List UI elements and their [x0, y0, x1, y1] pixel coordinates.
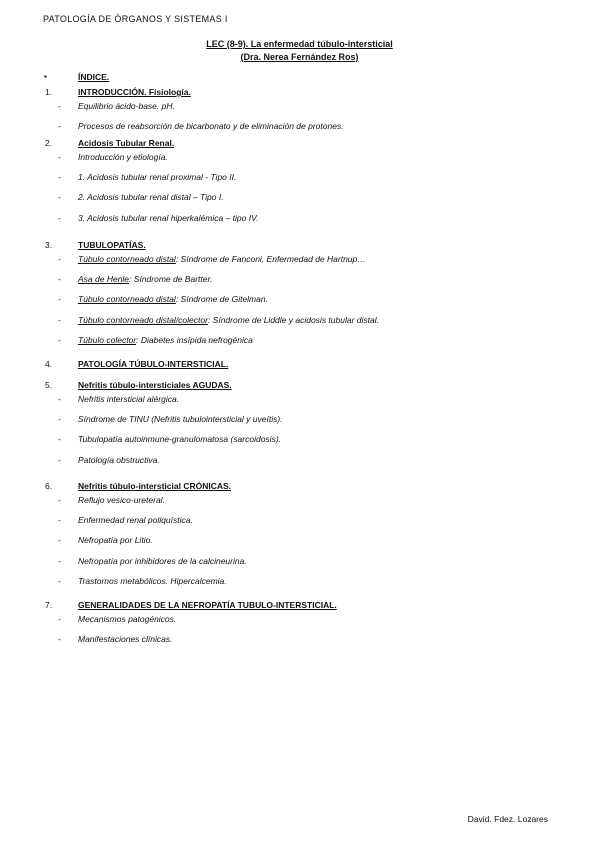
list-item-text	[78, 495, 165, 505]
list-item-underlined: Túbulo contorneado distal	[78, 294, 176, 305]
list-item-text	[78, 455, 160, 465]
list-dash: -	[58, 575, 61, 586]
list-item-text	[78, 213, 258, 223]
list-dash: -	[58, 515, 61, 526]
list-item-text	[78, 172, 236, 182]
list-item-rest: : Síndrome de Liddle y acidosis tubular distal.	[207, 314, 379, 325]
section-title: TUBULOPATÍAS.	[78, 240, 146, 250]
list-item-text	[78, 414, 283, 424]
list-dash: -	[58, 192, 61, 203]
list-item-underlined: Túbulo colector	[78, 334, 137, 345]
list-item-rest: Síndrome de TINU (Nefritis tubulointersticial y uveítis).	[78, 414, 283, 425]
list-dash: -	[58, 101, 61, 111]
title-line-1: LEC (8-9). La enfermedad túbulo-intersticial	[206, 39, 393, 49]
list-item-text	[78, 192, 224, 202]
list-item-rest: Tubulopatía autoinmune-granulomatosa (sarcoidosis).	[78, 434, 282, 445]
list-item-text	[78, 434, 281, 444]
list-item-rest: : Síndrome de Fanconi, Enfermedad de Hartnup…	[175, 254, 366, 264]
section-number: 7.	[45, 600, 53, 610]
list-item-rest: Reflujo vesico-ureteral.	[78, 495, 165, 505]
section-number: 4.	[45, 359, 53, 369]
document-title	[0, 38, 599, 64]
list-dash: -	[58, 274, 61, 285]
list-dash: -	[58, 254, 61, 264]
section-title: Acidosis Tubular Renal.	[78, 138, 175, 148]
list-item-rest: Introducción y etiología.	[78, 152, 168, 162]
section-number: 6.	[45, 481, 53, 491]
list-item-rest: Patología obstructiva.	[78, 454, 160, 465]
list-item-text	[78, 576, 227, 586]
list-item-text	[78, 294, 268, 304]
list-item-rest: Equilibrio ácido-base. pH.	[78, 101, 175, 111]
list-item-rest: Nefropatía por Litio.	[78, 535, 153, 546]
list-dash: -	[58, 555, 61, 566]
list-dash: -	[58, 334, 61, 345]
list-dash: -	[58, 152, 61, 162]
list-item-text	[78, 121, 344, 131]
list-item-rest: : Síndrome de Gitelman.	[175, 294, 268, 305]
list-item-text	[78, 394, 179, 404]
list-item-text	[78, 274, 212, 284]
index-bullet: ▪	[44, 72, 47, 81]
section-title: INTRODUCCIÓN. Fisiología.	[78, 87, 191, 97]
section-number: 2.	[45, 138, 53, 148]
list-item-text	[78, 101, 175, 111]
list-item-text	[78, 614, 176, 624]
list-item-text	[78, 515, 193, 525]
section-title: GENERALIDADES DE LA NEFROPATÍA TUBULO-INTERSTICIAL.	[78, 600, 337, 610]
list-item-rest: Enfermedad renal poliquística.	[78, 515, 193, 526]
section-title: PATOLOGÍA TÚBULO-INTERSTICIAL.	[78, 359, 229, 369]
list-item-text	[78, 254, 366, 264]
list-item-text	[78, 556, 247, 566]
list-dash: -	[58, 294, 61, 305]
list-dash: -	[58, 172, 61, 183]
footer-author: David. Fdez. Lozares	[467, 814, 548, 824]
list-dash: -	[58, 212, 61, 223]
list-item-rest: Nefropatía por inhibidores de la calcineurina.	[78, 555, 247, 566]
section-number: 3.	[45, 240, 53, 250]
list-dash: -	[58, 414, 61, 425]
list-item-rest: Nefritis intersticial alérgica.	[78, 394, 180, 404]
list-item-text	[78, 315, 379, 325]
section-number: 5.	[45, 380, 53, 390]
list-item-rest: : Síndrome de Bartter.	[129, 274, 213, 285]
list-item-rest: 2. Acidosis tubular renal distal – Tipo I.	[78, 192, 224, 203]
list-dash: -	[58, 495, 61, 505]
list-dash: -	[58, 121, 61, 132]
title-line-2: (Dra. Nerea Fernández Ros)	[240, 52, 359, 62]
section-title: Nefritis túbulo-intersticiales AGUDAS.	[78, 380, 232, 390]
list-dash: -	[58, 434, 61, 445]
list-dash: -	[58, 454, 61, 465]
list-dash: -	[58, 535, 61, 546]
list-dash: -	[58, 614, 61, 624]
list-dash: -	[58, 634, 61, 645]
list-item-rest: Mecanismos patogénicos.	[78, 614, 177, 624]
list-item-text	[78, 152, 168, 162]
page-header: PATOLOGÍA DE ÓRGANOS Y SISTEMAS I	[43, 14, 228, 24]
list-item-rest: Trastornos metabólicos. Hipercalcemia.	[78, 575, 227, 586]
list-item-rest: Manifestaciones clínicas.	[78, 634, 173, 645]
list-item-text	[78, 634, 173, 644]
list-item-underlined: Túbulo contorneado distal	[78, 254, 176, 264]
list-item-underlined: Túbulo contorneado distal/colector	[78, 314, 208, 325]
list-dash: -	[58, 314, 61, 325]
list-item-rest: : Diabetes insípida nefrogénica	[136, 334, 253, 345]
list-item-underlined: Asa de Henle	[78, 274, 130, 285]
list-item-text	[78, 335, 253, 345]
list-item-rest: Procesos de reabsorción de bicarbonato y de eliminación de protones.	[78, 121, 344, 132]
list-item-rest: 3. Acidosis tubular renal hiperkalémica – tipo IV.	[78, 212, 259, 223]
list-item-text	[78, 535, 153, 545]
list-dash: -	[58, 394, 61, 404]
section-title: Nefritis túbulo-intersticial CRÓNICAS.	[78, 481, 232, 491]
list-item-rest: 1. Acidosis tubular renal proximal - Tipo II.	[78, 172, 237, 183]
section-number: 1.	[45, 87, 53, 97]
index-label: ÍNDICE.	[78, 72, 110, 82]
